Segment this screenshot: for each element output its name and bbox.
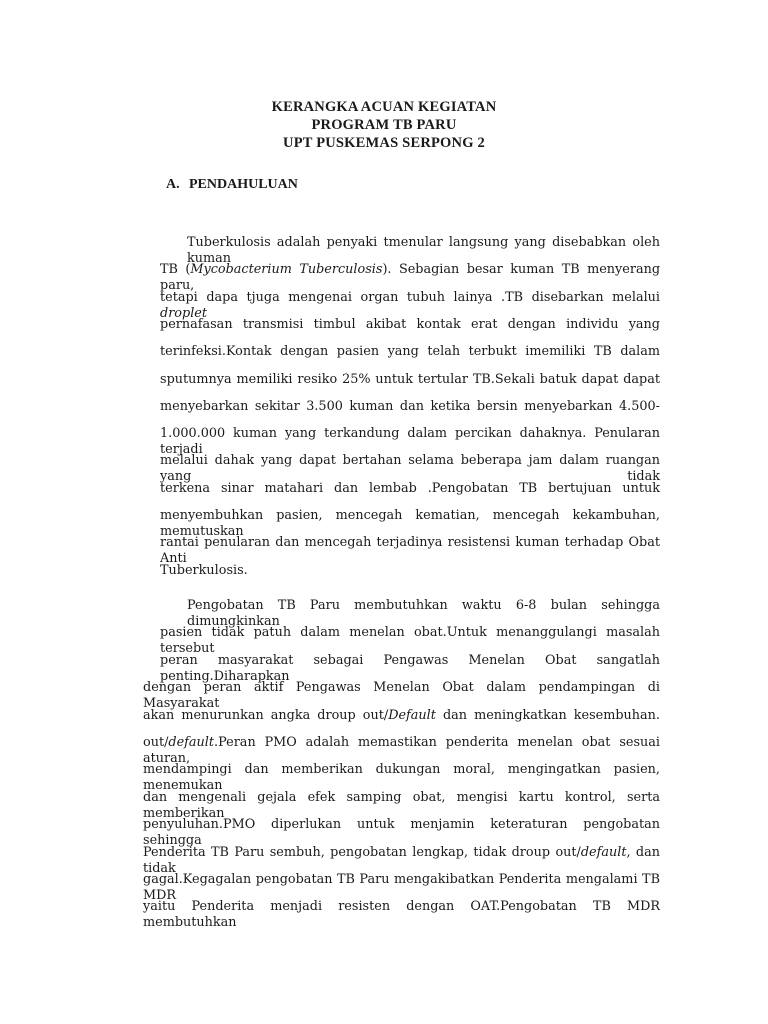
- paragraph-1-line: Tuberkulosis adalah penyaki tmenular langsung yang disebabkan oleh kuman: [187, 235, 660, 266]
- section-heading: [166, 177, 298, 193]
- italic-term: default: [580, 844, 627, 860]
- paragraph-1-line: rantai penularan dan mencegah terjadinya resistensi kuman terhadap Obat Anti: [160, 535, 660, 567]
- paragraph-1-line: terinfeksi.Kontak dengan pasien yang telah terbukt imemiliki TB dalam: [160, 344, 660, 360]
- paragraph-2-line: penyuluhan.PMO diperlukan untuk menjamin keteraturan pengobatan sehingga: [143, 817, 660, 849]
- paragraph-1-line: 1.000.000 kuman yang terkandung dalam percikan dahaknya. Penularan terjadi: [160, 426, 660, 458]
- section-marker: A.: [166, 177, 180, 192]
- paragraph-1-line: terkena sinar matahari dan lembab .Pengobatan TB bertujuan untuk: [160, 480, 660, 496]
- italic-term: droplet: [160, 305, 208, 321]
- paragraph-1-line: sputumnya memiliki resiko 25% untuk tertular TB.Sekali batuk dapat dapat: [160, 371, 660, 387]
- paragraph-1-line: menyembuhkan pasien, mencegah kematian, mencegah kekambuhan, memutuskan: [160, 508, 660, 539]
- italic-term: default: [168, 735, 215, 750]
- paragraph-1-line: Tuberkulosis.: [160, 562, 248, 578]
- paragraph-1-line: TB (Mycobacterium Tuberculosis). Sebagian besar kuman TB menyerang paru,: [160, 262, 661, 294]
- document-title-line-2: PROGRAM TB PARU: [311, 117, 457, 133]
- italic-term: Default: [388, 707, 436, 723]
- paragraph-1-line: menyebarkan sekitar 3.500 kuman dan ketika bersin menyebarkan 4.500-: [160, 398, 660, 414]
- paragraph-2-line: akan menurunkan angka droup out/Default dan meningkatkan kesembuhan.: [143, 707, 660, 723]
- paragraph-2-line: pasien tidak patuh dalam menelan obat.Untuk menanggulangi masalah tersebut: [160, 625, 660, 657]
- paragraph-2-line: peran masyarakat sebagai Pengawas Menelan Obat sangatlah penting.Diharapkan: [160, 652, 660, 684]
- paragraph-2-line: dengan peran aktif Pengawas Menelan Obat dalam pendampingan di Masyarakat: [143, 680, 660, 712]
- paragraph-2-line: gagal.Kegagalan pengobatan TB Paru mengakibatkan Penderita mengalami TB MDR: [143, 872, 660, 903]
- paragraph-2-line: Pengobatan TB Paru membutuhkan waktu 6-8 bulan sehingga dimungkinkan: [187, 598, 660, 629]
- paragraph-2-line: yaitu Penderita menjadi resisten dengan OAT.Pengobatan TB MDR membutuhkan: [143, 899, 660, 931]
- document-title-line-1: KERANGKA ACUAN KEGIATAN: [271, 99, 497, 115]
- paragraph-1-line: melalui dahak yang dapat bertahan selama beberapa jam dalam ruangan yang tidak: [160, 453, 660, 485]
- italic-term: Mycobacterium Tuberculosis: [190, 262, 383, 278]
- document-title-line-3: UPT PUSKEMAS SERPONG 2: [283, 135, 485, 151]
- paragraph-2-line: out/default.Peran PMO adalah memastikan penderita menelan obat sesuai aturan,: [143, 735, 660, 766]
- paragraph-2-line: mendampingi dan memberikan dukungan moral, mengingatkan pasien, menemukan: [143, 762, 660, 794]
- paragraph-1-line: tetapi dapa tjuga mengenai organ tubuh lainya .TB disebarkan melalui droplet: [160, 289, 660, 321]
- paragraph-2-line: dan mengenali gejala efek samping obat, mengisi kartu kontrol, serta memberikan: [143, 789, 660, 821]
- paragraph-1-line: pernafasan transmisi timbul akibat kontak erat dengan individu yang: [160, 316, 660, 332]
- section-title: PENDAHULUAN: [189, 177, 298, 192]
- paragraph-2-line: Penderita TB Paru sembuh, pengobatan lengkap, tidak droup out/default, dan tidak: [143, 844, 660, 876]
